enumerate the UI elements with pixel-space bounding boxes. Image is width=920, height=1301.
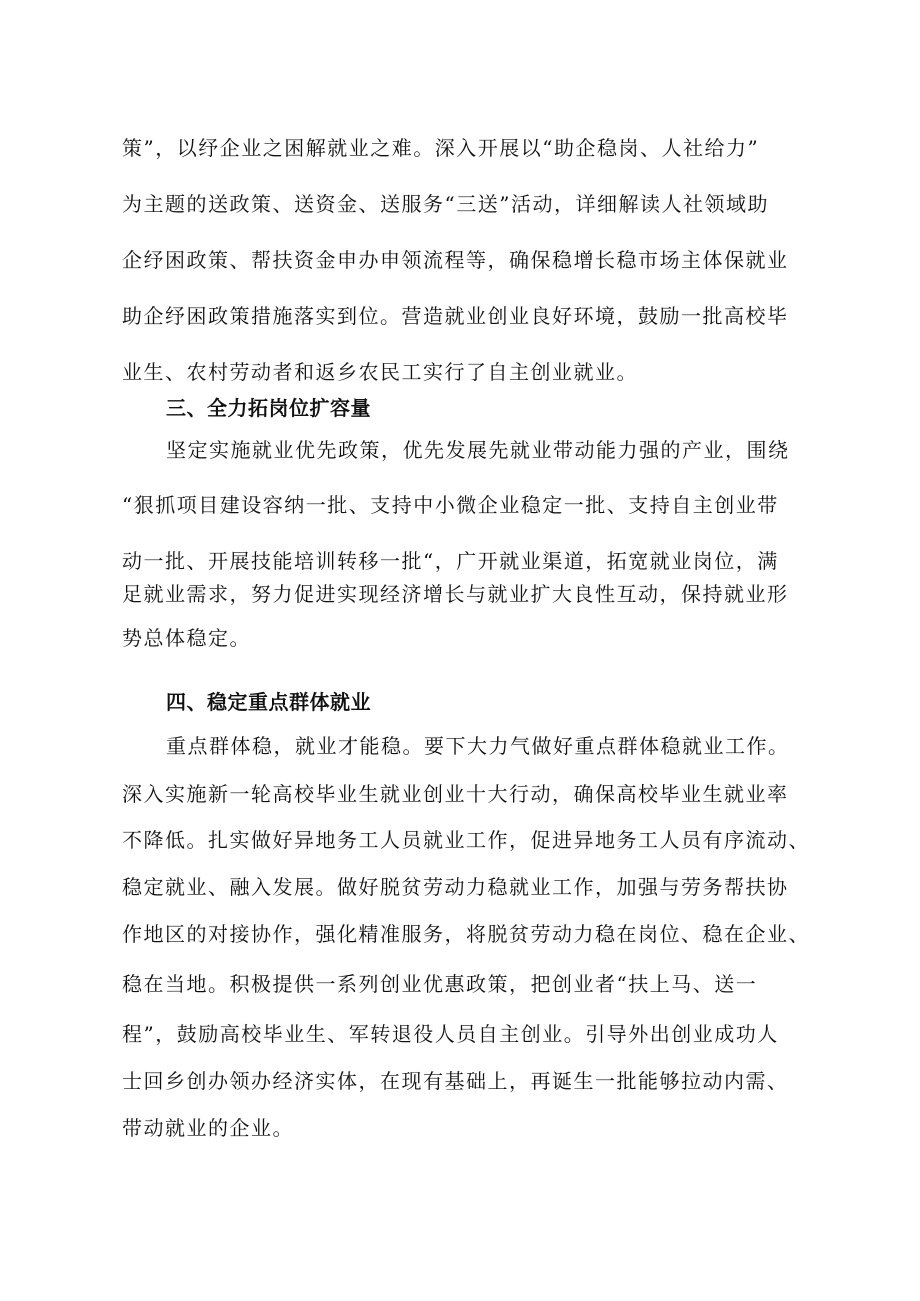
body-text-line: “狠抓项目建设容纳一批、支持中小微企业稳定一批、支持自主创业带 [122, 493, 779, 517]
body-text-line: 稳定就业、融入发展。做好脱贫劳动力稳就业工作，加强与劳务帮扶协 [122, 875, 789, 899]
body-text-line: 坚定实施就业优先政策，优先发展先就业带动能力强的产业，围绕 [166, 438, 790, 462]
body-text-line: 程”，鼓励高校毕业生、军转退役人员自主创业。引导外出创业成功人 [122, 1022, 779, 1046]
body-text-line: 不降低。扎实做好异地务工人员就业工作，促进异地务工人员有序流动、 [122, 828, 810, 852]
section-heading: 四、稳定重点群体就业 [166, 690, 371, 714]
body-text-line: 策”，以纾企业之困解就业之难。深入开展以“助企稳岗、人社给力” [122, 136, 760, 160]
body-text-line: 企纾困政策、帮扶资金申办申领流程等，确保稳增长稳市场主体保就业 [122, 248, 789, 272]
body-text-line: 足就业需求，努力促进实现经济增长与就业扩大良性互动，保持就业形 [122, 582, 789, 606]
body-text-line: 重点群体稳，就业才能稳。要下大力气做好重点群体稳就业工作。 [166, 734, 790, 758]
body-text-line: 动一批、开展技能培训转移一批“，广开就业渠道，拓宽就业岗位，满 [122, 549, 779, 573]
body-text-line: 为主题的送政策、送资金、送服务“三送”活动，详细解读人社领域助 [122, 192, 769, 216]
body-text-line: 带动就业的企业。 [122, 1116, 294, 1140]
body-text-line: 助企纾困政策措施落实到位。营造就业创业良好环境，鼓励一批高校毕 [122, 304, 789, 328]
body-text-line: 士回乡创办领办经济实体，在现有基础上，再诞生一批能够拉动内需、 [122, 1069, 789, 1093]
body-text-line: 深入实施新一轮高校毕业生就业创业十大行动，确保高校毕业生就业率 [122, 782, 789, 806]
section-heading: 三、全力拓岗位扩容量 [166, 396, 371, 420]
body-text-line: 势总体稳定。 [122, 626, 251, 650]
body-text-line: 作地区的对接协作，强化精准服务，将脱贫劳动力稳在岗位、稳在企业、 [122, 922, 810, 946]
body-text-line: 业生、农村劳动者和返乡农民工实行了自主创业就业。 [122, 360, 638, 384]
body-text-line: 稳在当地。积极提供一系列创业优惠政策，把创业者“扶上马、送一 [122, 972, 758, 996]
